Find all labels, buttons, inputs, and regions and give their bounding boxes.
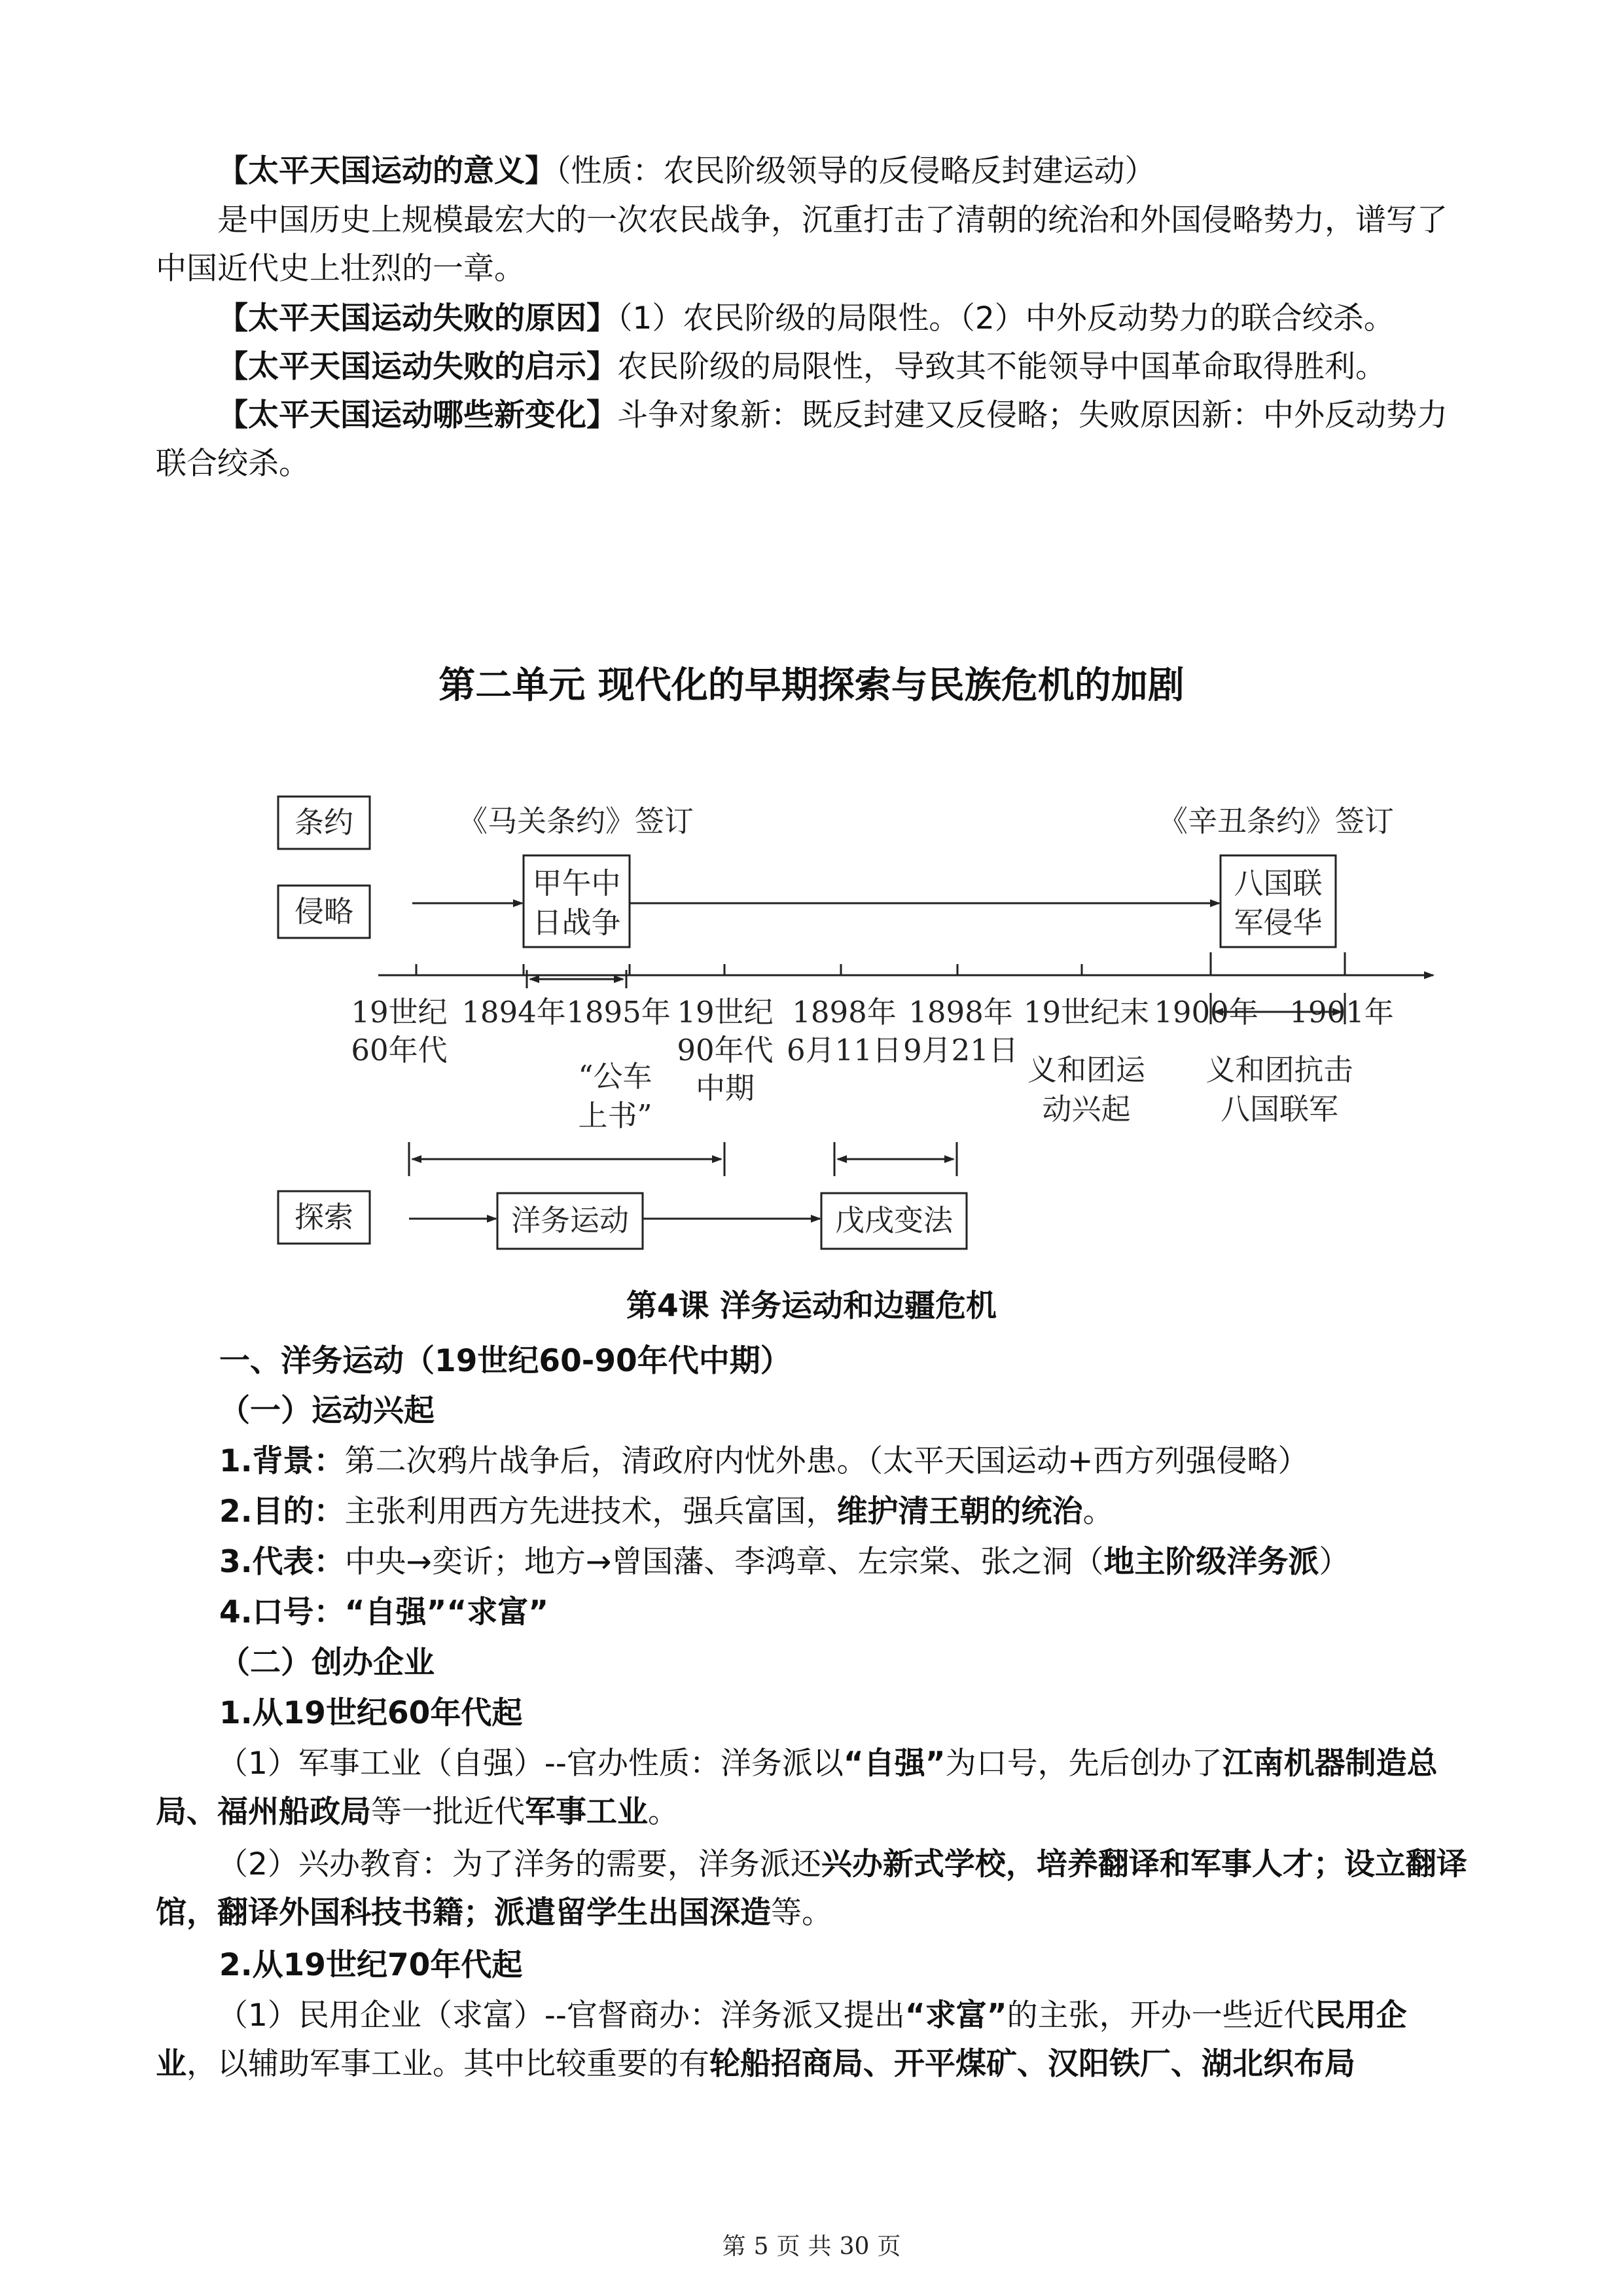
event-boxer-line1: 义和团运 xyxy=(1027,1052,1146,1087)
lesson-text: 农民阶级的局限性，导致其不能领导中国革命取得胜利。 xyxy=(617,349,1386,385)
tick-label: 1901年 xyxy=(1289,995,1394,1030)
item-text: 中央→奕䜣；地方→曾国藩、李鸿章、左宗棠、张之洞（ xyxy=(344,1544,1104,1580)
item-label: 2.目的： xyxy=(219,1494,345,1530)
meaning-label: 【太平天国运动的意义】 xyxy=(217,153,556,189)
subsection-rise: （一）运动兴起 xyxy=(219,1393,435,1429)
footer-text: 页 xyxy=(776,2233,800,2260)
item-background xyxy=(219,1437,1463,1486)
tick-label: 90年代 xyxy=(677,1033,774,1067)
event-gongche-line2: 上书” xyxy=(578,1098,652,1133)
text-run: （2）兴办教育：为了洋务的需要，洋务派还 xyxy=(217,1846,821,1882)
text-run: 等一批近代 xyxy=(371,1794,525,1830)
heading-from-70s: 2.从19世纪70年代起 xyxy=(219,1947,523,1983)
meaning-heading xyxy=(156,147,1468,196)
footer-text: 页 xyxy=(877,2233,901,2260)
invasion-sino-japanese-line1: 甲午中 xyxy=(532,866,621,901)
tick-label: 9月21日 xyxy=(903,1033,1018,1067)
footer-text: 共 xyxy=(808,2233,832,2260)
text-emphasis: 军事工业 xyxy=(525,1794,648,1830)
treaty-xinchou: 《辛丑条约》签订 xyxy=(1158,804,1395,838)
failure-text: （1）农民阶级的局限性。（2）中外反动势力的联合绞杀。 xyxy=(617,300,1395,336)
subsection-enterprises: （二）创办企业 xyxy=(219,1645,435,1681)
item-emphasis: “自强”“求富” xyxy=(344,1594,549,1630)
lesson-label: 【太平天国运动失败的启示】 xyxy=(217,349,617,385)
row-label-exploration: 探索 xyxy=(294,1200,354,1234)
text-run: 的主张，开办一些近代 xyxy=(1007,1998,1315,2034)
page-total: 30 xyxy=(839,2233,870,2260)
tick-label: 1894年 xyxy=(461,995,566,1030)
section-heading: 一、洋务运动（19世纪60-90年代中期） xyxy=(219,1343,791,1379)
event-gongche-line1: “公车 xyxy=(578,1059,652,1094)
meaning-text: 是中国历史上规模最宏大的一次农民战争，沉重打击了清朝的统治和外国侵略势力，谱写了中国近代史上壮烈的一章。 xyxy=(156,202,1448,287)
tick-label: 1898年 xyxy=(908,995,1013,1030)
invasion-eight-nation-line2: 军侵华 xyxy=(1234,905,1323,940)
row-label-treaty: 条约 xyxy=(294,805,354,840)
tick-label: 60年代 xyxy=(351,1033,448,1067)
meaning-nature: （性质：农民阶级领导的反侵略反封建运动） xyxy=(556,153,1156,189)
failure-label: 【太平天国运动失败的原因】 xyxy=(217,300,617,336)
exploration-westernization: 洋务运动 xyxy=(510,1203,630,1238)
heading-from-60s: 1.从19世纪60年代起 xyxy=(219,1695,523,1731)
text-run: ，以辅助军事工业。其中比较重要的有 xyxy=(187,2046,709,2082)
event-boxer-line2: 动兴起 xyxy=(1042,1092,1131,1126)
page-footer xyxy=(0,2228,1623,2261)
new-changes xyxy=(156,391,1468,488)
tick-label: 中期 xyxy=(695,1071,755,1105)
tick-label: 19世纪 xyxy=(677,995,774,1030)
changes-label: 【太平天国运动哪些新变化】 xyxy=(217,397,617,433)
item-tail: 。 xyxy=(1082,1494,1114,1530)
tick-label: 1895年 xyxy=(566,995,671,1030)
text-run: 。 xyxy=(648,1794,679,1830)
text-run: （1）军事工业（自强）--官办性质：洋务派以 xyxy=(217,1746,844,1782)
exploration-reform: 戊戌变法 xyxy=(834,1203,954,1238)
page-number: 5 xyxy=(753,2233,769,2260)
text-run: 为口号，先后创办了 xyxy=(945,1746,1222,1782)
text-emphasis: “求富” xyxy=(904,1998,1007,2034)
item-label: 4.口号： xyxy=(219,1594,345,1630)
text-emphasis: 江南机器制造总局、福州船政局 xyxy=(156,1746,1438,1830)
invasion-eight-nation-line1: 八国联 xyxy=(1234,866,1323,901)
item-text: 第二次鸦片战争后，清政府内忧外患。（太平天国运动+西方列强侵略） xyxy=(344,1443,1309,1479)
treaty-maguan: 《马关条约》签订 xyxy=(457,804,694,838)
item-tail: ） xyxy=(1319,1544,1350,1580)
tick-label: 1900年 xyxy=(1154,995,1258,1030)
footer-text: 第 xyxy=(722,2233,746,2260)
item-emphasis: 地主阶级洋务派 xyxy=(1103,1544,1319,1580)
event-boxer-resist-line2: 八国联军 xyxy=(1220,1092,1339,1126)
tick-label: 19世纪末 xyxy=(1023,995,1150,1030)
text-emphasis: 兴办新式学校，培养翻译和军事人才；设立翻译馆，翻译外国科技书籍；派遣留学生出国深造 xyxy=(156,1846,1467,1931)
changes-text: 斗争对象新：既反封建又反侵略；失败原因新：中外反动势力联合绞杀。 xyxy=(156,397,1448,482)
text-emphasis: 轮船招商局、开平煤矿、汉阳铁厂、湖北织布局 xyxy=(709,2046,1355,2082)
civil-enterprises xyxy=(156,1992,1468,2089)
timeline-diagram xyxy=(0,772,1623,1270)
tick-label: 1898年 xyxy=(792,995,897,1030)
unit-title: 第二单元 现代化的早期探索与民族危机的加剧 xyxy=(438,664,1185,707)
failure-lesson xyxy=(156,343,1468,391)
item-slogan xyxy=(219,1588,1463,1637)
item-emphasis: 维护清王朝的统治 xyxy=(836,1494,1083,1530)
item-purpose xyxy=(219,1488,1463,1536)
item-label: 1.背景： xyxy=(219,1443,345,1479)
failure-reason xyxy=(156,295,1468,343)
invasion-sino-japanese-line2: 日战争 xyxy=(532,905,621,940)
tick-label: 6月11日 xyxy=(787,1033,902,1067)
item-representatives xyxy=(219,1538,1463,1587)
event-boxer-resist-line1: 义和团抗击 xyxy=(1205,1052,1353,1087)
education xyxy=(156,1840,1468,1937)
text-emphasis: “自强” xyxy=(843,1746,946,1782)
military-industry xyxy=(156,1740,1468,1837)
tick-label: 19世纪 xyxy=(351,995,448,1030)
lesson-title: 第4课 洋务运动和边疆危机 xyxy=(626,1288,997,1324)
text-run: （1）民用企业（求富）--官督商办：洋务派又提出 xyxy=(217,1998,905,2034)
row-label-invasion: 侵略 xyxy=(294,894,354,929)
text-run: 等。 xyxy=(771,1895,832,1931)
text-emphasis: 民用企业 xyxy=(156,1998,1407,2082)
item-text: 主张利用西方先进技术，强兵富国， xyxy=(344,1494,837,1530)
item-label: 3.代表： xyxy=(219,1544,345,1580)
